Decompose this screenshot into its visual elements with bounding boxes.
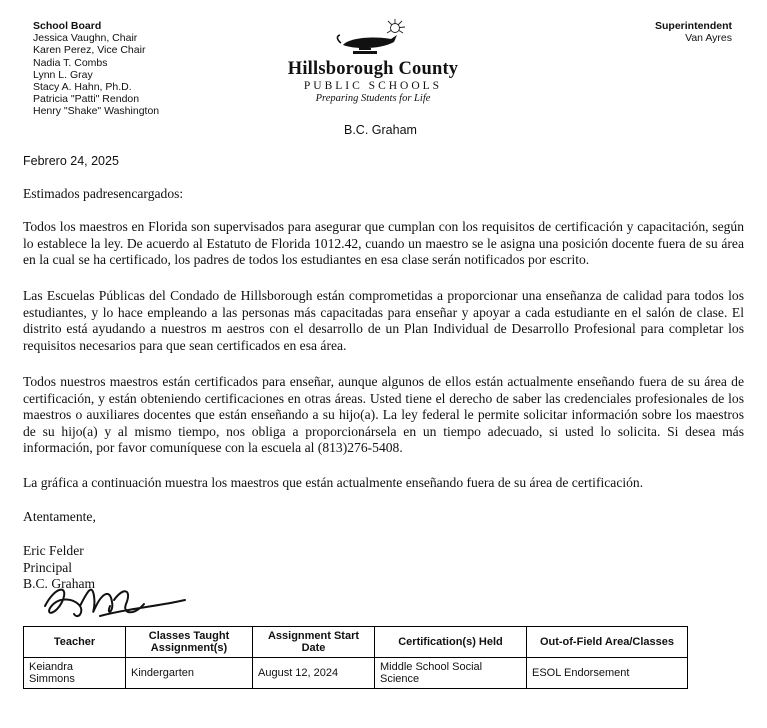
school-board-list: [33, 20, 159, 118]
letter-paragraph: Todos los maestros en Florida son supervisados para asegurar que cumplan con los requisitos de certificación y capacitación, según lo establece la ley. De acuerdo al Estatuto de Florida 1012.42, cuando un maestro se le asigna una posición docente fuera de su área en la cual se ha certificado, los padres de todos los estudiantes en esa clase serán notificados por escrito.: [23, 219, 744, 268]
letter-paragraph: Las Escuelas Públicas del Condado de Hillsborough están comprometidas a proporcionar una enseñanza de calidad para todos los estudiantes, y lo hace empleando a las personas más capacitadas para enseñar y apoyar a cada estudiante en el salón de clase. El distrito está ayudando a nuestros m aestros con el desarrollo de un Plan Individual de Desarrollo Profesional para completar los requisitos necesarios para que sean certificados en esa área.: [23, 288, 744, 353]
table-row: [24, 658, 688, 689]
signer-name: Eric Felder: [23, 543, 84, 558]
column-header-classes: Classes Taught Assignment(s): [126, 627, 253, 658]
board-member: Lynn L. Gray: [33, 68, 93, 81]
board-member: Karen Perez, Vice Chair: [33, 44, 146, 57]
board-member: Patricia "Patti" Rendon: [33, 93, 140, 106]
letter-greeting: Estimados padresencargados:: [23, 186, 184, 201]
letter-date: Febrero 24, 2025: [23, 154, 119, 168]
column-header-certification: Certification(s) Held: [375, 627, 527, 658]
column-header-out-of-field: Out-of-Field Area/Classes: [527, 627, 688, 658]
lamp-of-learning-icon: [333, 18, 413, 58]
cell-start-date: August 12, 2024: [253, 658, 375, 689]
school-name: B.C. Graham: [344, 123, 417, 137]
school-board-heading: School Board: [33, 20, 102, 32]
cell-teacher: Keiandra Simmons: [24, 658, 126, 689]
table-header-row: [24, 627, 688, 658]
cell-certification: Middle School Social Science: [375, 658, 527, 689]
district-tagline: Preparing Students for Life: [315, 93, 431, 104]
board-member: Jessica Vaughn, Chair: [33, 32, 138, 45]
signer-school: B.C. Graham: [23, 576, 96, 592]
district-logo: [275, 18, 471, 105]
superintendent-name: Van Ayres: [685, 32, 732, 45]
district-name: Hillsborough County: [287, 59, 459, 79]
cell-classes: Kindergarten: [126, 658, 253, 689]
column-header-teacher: Teacher: [24, 627, 126, 658]
district-subtitle: PUBLIC SCHOOLS: [303, 80, 443, 92]
letter-paragraph: Todos nuestros maestros están certificados para enseñar, aunque algunos de ellos están actualmente enseñando fuera de su área de certificación, y están obteniendo certificaciones en otras áreas. Usted tiene el derecho de saber las credenciales profesionales de los maestros o auxiliares docentes que están enseñando a su hijo(a). La ley federal le permite solicitar información sobre los maestros de su hijo(a) y al mismo tiempo, nos obliga a proporcionársela en un tiempo adecuado, si usted lo solicita. Si desea más información, por favor comuníquese con la escuela al (813)276-5408.: [23, 374, 744, 456]
letter-closing: Atentamente,: [23, 509, 96, 524]
out-of-field-table: [23, 626, 688, 689]
board-member: Henry "Shake" Washington: [33, 105, 160, 118]
letter-paragraph: La gráfica a continuación muestra los maestros que están actualmente enseñando fuera de su área de certificación.: [23, 475, 644, 490]
signer-title: Principal: [23, 559, 73, 575]
superintendent-block: [655, 20, 732, 44]
cell-out-of-field: ESOL Endorsement: [527, 658, 688, 689]
board-member: Stacy A. Hahn, Ph.D.: [33, 81, 132, 94]
board-member: Nadia T. Combs: [33, 56, 108, 69]
column-header-start-date: Assignment Start Date: [253, 627, 375, 658]
superintendent-heading: Superintendent: [654, 20, 732, 32]
handwritten-signature: [40, 576, 190, 626]
